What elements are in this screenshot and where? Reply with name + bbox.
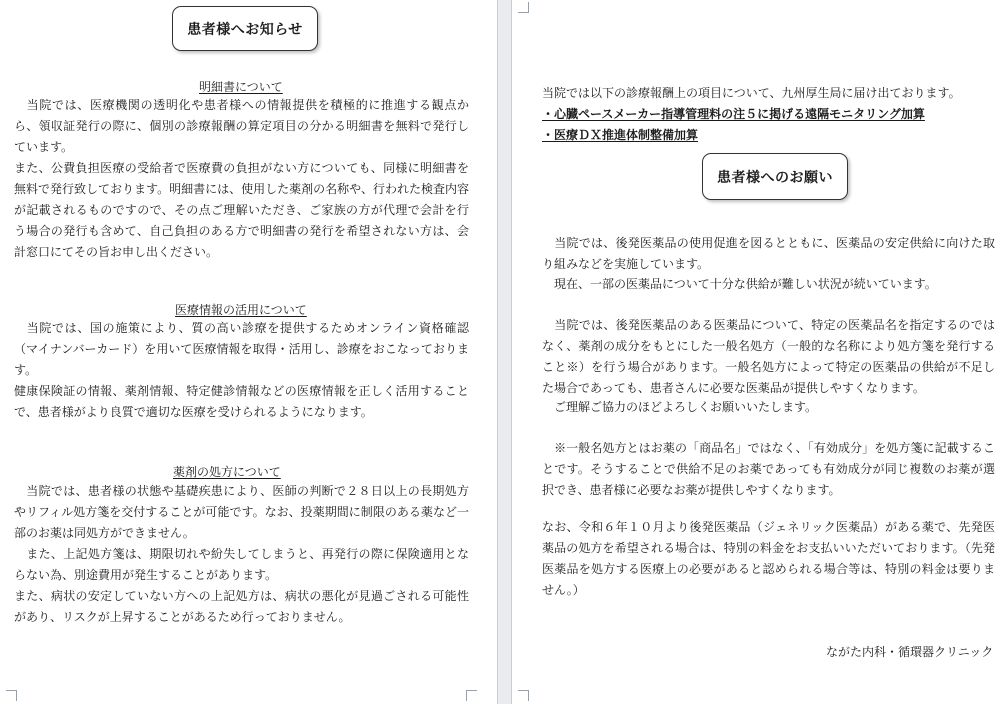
crop-mark bbox=[466, 690, 477, 701]
paragraph: 現在、一部の医薬品について十分な供給が難しい状況が続いています。 bbox=[542, 277, 937, 291]
right-page bbox=[512, 0, 1008, 704]
page-gap bbox=[497, 0, 512, 704]
clinic-signature: ながた内科・循環器クリニック bbox=[826, 645, 994, 659]
section-heading-medical-info: 医療情報の活用について bbox=[175, 303, 307, 317]
footnote: ※一般名処方とはお薬の「商品名」ではなく、「有効成分」を処方箋に記載することです。そうすることで供給不足のお薬であっても有効成分が同じ複数のお薬が選択でき、患者様に必要なお薬が提供しやすくなります。 bbox=[542, 441, 995, 497]
intro-text: 当院では以下の診療報酬上の項目について、九州厚生局に届け出ております。 bbox=[542, 86, 961, 100]
registered-item: ・心臓ペースメーカー指導管理料の注５に掲げる遠隔モニタリング加算 bbox=[542, 107, 925, 121]
registered-item: ・医療ＤＸ推進体制整備加算 bbox=[542, 128, 699, 142]
paragraph: 健康保険証の情報、薬剤情報、特定健診情報などの医療情報を正しく活用することで、患者様がより良質で適切な医療を受けられるようになります。 bbox=[14, 384, 469, 419]
paragraph: ご理解ご協力のほどよろしくお願いいたします。 bbox=[542, 400, 818, 414]
paragraph: 当院では、後発医薬品のある医薬品について、特定の医薬品名を指定するのではなく、薬剤の成分をもとにした一般名処方（一般的な名称により処方箋を発行すること※）を行う場合があります。一般名処方によって特定の医薬品の供給が不足した場合であっても、患者さんに必要な医薬品が提供しやすくなります。 bbox=[542, 318, 995, 395]
crop-mark bbox=[518, 2, 529, 13]
paragraph: 当院では、患者様の状態や基礎疾患により、医師の判断で２８日以上の長期処方やリフィル処方箋を交付することが可能です。なお、投薬期間に制限のある薬など一部のお薬は同処方ができません。 bbox=[14, 484, 469, 540]
paragraph: 当院では、医療機関の透明化や患者様への情報提供を積極的に推進する観点から、領収証発行の際に、個別の診療報酬の算定項目の分かる明細書を無料で発行しています。 bbox=[14, 98, 469, 154]
paragraph: 当院では、国の施策により、質の高い診療を提供するためオンライン資格確認（マイナンバーカード）を用いて医療情報を取得・活用し、診療をおこなっております。 bbox=[14, 321, 469, 377]
paragraph: なお、令和６年１０月より後発医薬品（ジェネリック医薬品）がある薬で、先発医薬品の処方を希望される場合は、特別の料金をお支払いいただいております。（先発医薬品を処方する医療上の必要があると認められる場合等は、特別の料金は要りません。） bbox=[542, 520, 995, 597]
request-title: 患者様へのお願い bbox=[702, 153, 848, 200]
paragraph: 当院では、後発医薬品の使用促進を図るとともに、医薬品の安定供給に向けた取り組みなどを実施しています。 bbox=[542, 236, 995, 271]
crop-mark bbox=[6, 690, 17, 701]
crop-mark bbox=[518, 690, 529, 701]
paragraph: また、病状の安定していない方への上記処方は、病状の悪化が見過ごされる可能性があり、リスクが上昇することがあるため行っておりません。 bbox=[14, 589, 469, 624]
section-heading-statement: 明細書について bbox=[199, 80, 283, 94]
left-page bbox=[0, 0, 497, 704]
paragraph: また、公費負担医療の受給者で医療費の負担がない方についても、同様に明細書を無料で発行致しております。明細書には、使用した薬剤の名称や、行われた検査内容が記載されるものですので、その点ご理解いただき、ご家族の方が代理で会計を行う場合の発行も含めて、自己負担のある方で明細書の発行を希望されない方は、会計窓口にてその旨お申し出ください。 bbox=[14, 161, 469, 259]
page-title: 患者様へお知らせ bbox=[172, 6, 318, 51]
paragraph: また、上記処方箋は、期限切れや紛失してしまうと、再発行の際に保険適用とならない為、別途費用が発生することがあります。 bbox=[14, 547, 469, 582]
section-heading-prescription: 薬剤の処方について bbox=[173, 465, 281, 479]
